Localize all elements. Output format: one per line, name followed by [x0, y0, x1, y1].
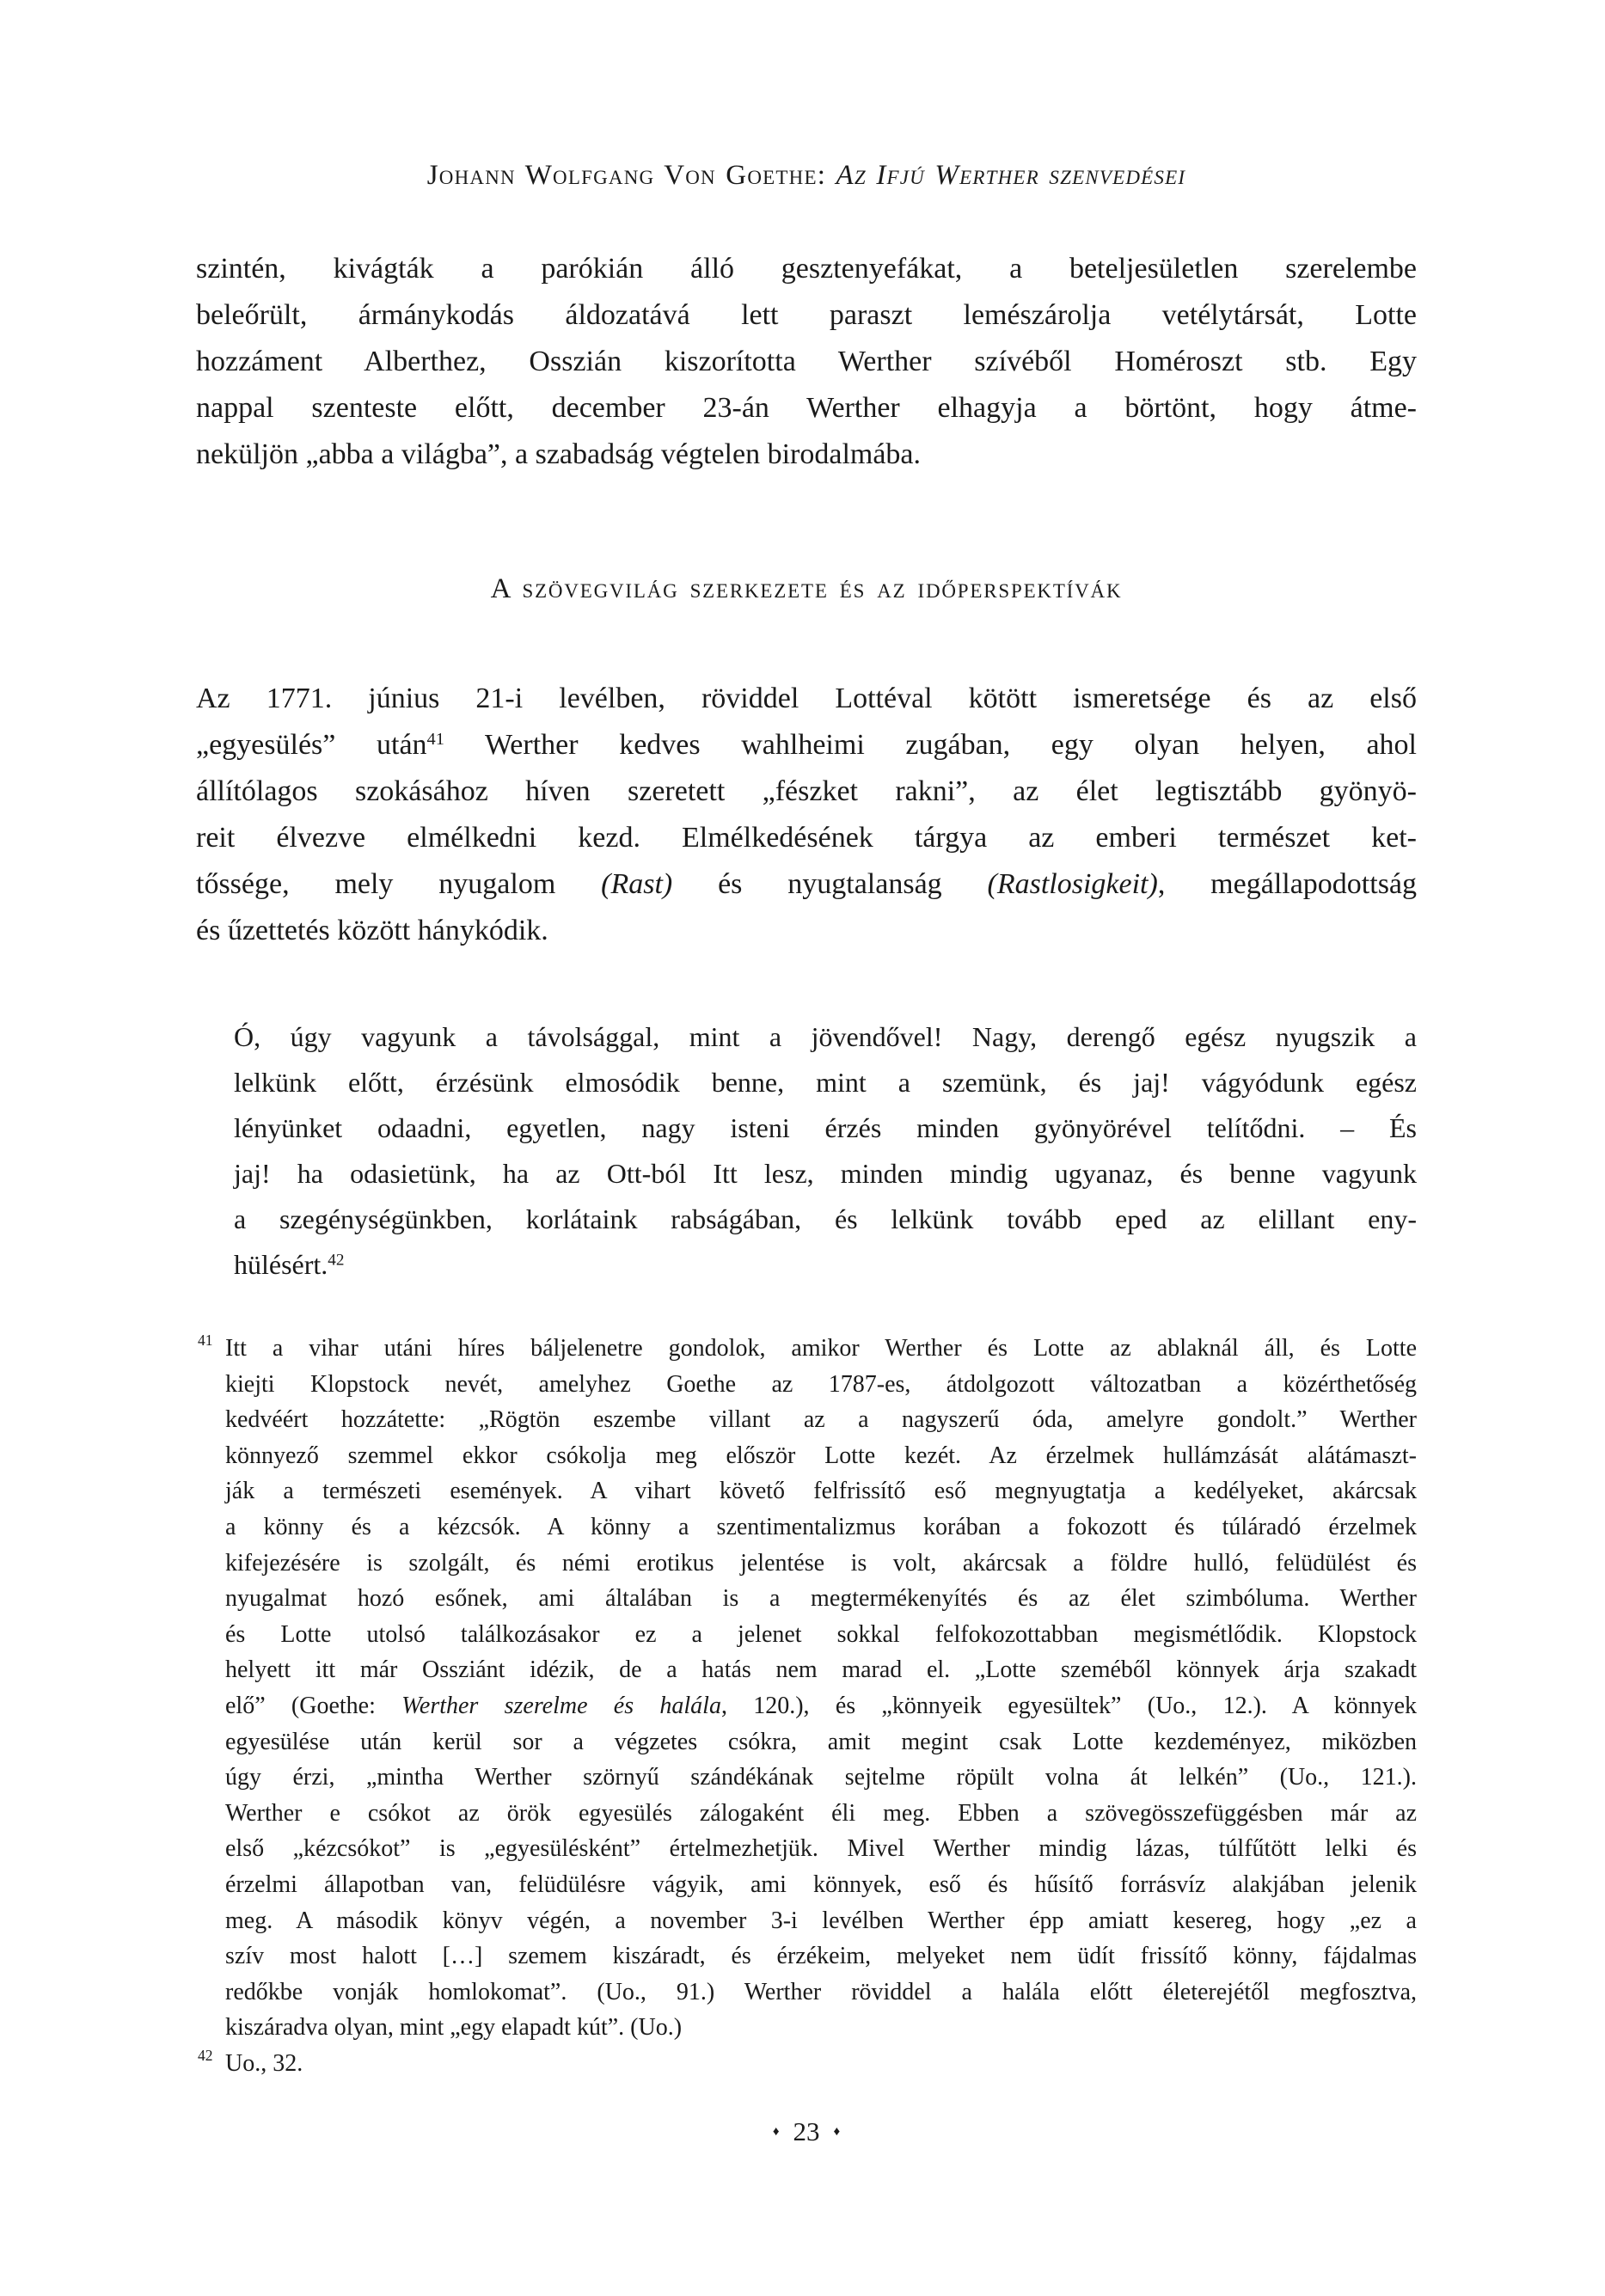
- footnote-text-41: [225, 1331, 1417, 2046]
- body-paragraph-1: [196, 246, 1417, 478]
- text-line: szintén, kivágták a parókián álló gesztenyefákat, a beteljesületlen szerelembe: [196, 253, 1417, 285]
- text-line: elő” (Goethe: Werther szerelme és halála, 120.), és „könnyeik egyesültek” (Uo., 12.). A könnyek: [225, 1692, 1417, 1719]
- text-line: tőssége, mely nyugalom (Rast) és nyugtalanság (Rastlosigkeit), megállapodottság: [196, 868, 1418, 900]
- text-line: kifejezésére is szolgált, és némi erotikus jelentése is volt, akárcsak a földre hulló, felüdülést és: [225, 1549, 1417, 1577]
- footnote-42: [196, 2046, 1417, 2082]
- text-line: hozzáment Alberthez, Osszián kiszorította Werther szívéből Homéroszt stb. Egy: [196, 346, 1417, 377]
- text-line: nappal szenteste előtt, december 23-án Werther elhagyja a börtönt, hogy átme-: [196, 392, 1417, 424]
- text-line: kiejti Klopstock nevét, amelyhez Goethe az 1787-es, átdolgozott változatban a közérthetőség: [225, 1370, 1417, 1398]
- text-line: érzelmi állapotban van, felüdülésre vágyik, ami könnyek, eső és hűsítő forrásvíz alakjában jelenik: [225, 1870, 1417, 1898]
- running-header-title: Az Ifjú Werther szenvedései: [836, 160, 1186, 191]
- text-line: kiszáradva olyan, mint „egy elapadt kút”. (Uo.): [225, 2014, 683, 2042]
- page-number: 23: [793, 2116, 820, 2146]
- text-line: Ó, úgy vagyunk a távolsággal, mint a jövendővel! Nagy, derengő egész nyugszik a: [234, 1021, 1417, 1052]
- text-line: hülésért.$^{42}$: [234, 1249, 345, 1280]
- running-header-author: Johann Wolfgang Von Goethe:: [426, 160, 836, 191]
- footnote-number-41: 41: [198, 1332, 213, 1349]
- text-line: nyugalmat hozó esőnek, ami általában is a megtermékenyítés és az élet szimbóluma. Werther: [225, 1585, 1417, 1613]
- footnote-number-42: 42: [198, 2046, 213, 2064]
- text-line: szív most halott […] szemem kiszáradt, és érzékeim, melyeket nem üdít frissítő könny, fájdalmas: [225, 1943, 1417, 1970]
- body-paragraph-2: [196, 676, 1417, 954]
- text-line: lelkünk előtt, érzésünk elmosódik benne, mint a szemünk, és jaj! vágyódunk egész: [234, 1067, 1417, 1098]
- page-footer: [196, 2116, 1417, 2147]
- footnote-ref: 42: [328, 1251, 345, 1270]
- text-line: állítólagos szokásához híven szeretett „fészket rakni”, az élet legtisztább gyönyö-: [196, 775, 1417, 807]
- text-line: ják a természeti események. A vihart követő felfrissítő eső megnyugtatja a kedélyeket, akárcsak: [225, 1478, 1417, 1505]
- ornament-left: ♦: [772, 2125, 780, 2139]
- text-line: első „kézcsókot” is „egyesülésként” értelmezhetjük. Mivel Werther mindig lázas, túlfűtött lelki és: [225, 1835, 1417, 1863]
- text-line: neküljön „abba a világba”, a szabadság végtelen birodalmába.: [196, 438, 922, 470]
- text-line: jaj! ha odasietünk, ha az Ott-ból Itt lesz, minden mindig ugyanaz, és benne vagyunk: [234, 1158, 1417, 1189]
- text-line: meg. A második könyv végén, a november 3-i levélben Werther épp amiatt kesereg, hogy „ez a: [225, 1907, 1417, 1934]
- text-line: beleőrült, ármánykodás áldozatává lett paraszt lemészárolja vetélytársát, Lotte: [196, 299, 1417, 331]
- text-line: úgy érzi, „mintha Werther szörnyű szándékának sejtelme röpült volna át lelkén” (Uo., 121.).: [225, 1764, 1417, 1791]
- ornament-right: ♦: [833, 2125, 841, 2139]
- text-line: a szegénységünkben, korlátaink rabságában, és lelkünk tovább eped az elillant eny-: [234, 1203, 1417, 1234]
- text-line: és űzettetés között hánykódik.: [196, 915, 548, 946]
- text-line: egyesülése után kerül sor a végzetes csókra, amit megint csak Lotte kezdeményez, miközben: [225, 1728, 1417, 1755]
- text-line: „egyesülés” után$^{41}$ Werther kedves wahlheimi zugában, egy olyan helyen, ahol: [196, 729, 1417, 761]
- text-line: lényünket odaadni, egyetlen, nagy isteni érzés minden gyönyörével telítődni. – És: [234, 1112, 1417, 1143]
- text-line: Uo., 32.: [225, 2049, 303, 2077]
- footnote-ref: 41: [426, 729, 444, 749]
- text-line: és Lotte utolsó találkozásakor ez a jelenet sokkal felfokozottabban megismétlődik. Klopstock: [225, 1620, 1417, 1648]
- text-line: könnyező szemmel ekkor csókolja meg először Lotte kezét. Az érzelmek hullámzását alátámaszt-: [225, 1442, 1417, 1469]
- text-line: helyett itt már Ossziánt idézik, de a hatás nem marad el. „Lotte szeméből könnyek árja szakadt: [225, 1656, 1417, 1684]
- footnote-text-42: [225, 2046, 1417, 2082]
- text-line: Werther e csókot az örök egyesülés zálogaként éli meg. Ebben a szövegösszefüggésben már az: [225, 1799, 1417, 1827]
- section-heading: A szövegvilág szerkezete és az időperspektívák: [490, 573, 1123, 604]
- text-line: redőkbe vonják homlokomat”. (Uo., 91.) Werther röviddel a halála előtt életerejétől megfosztva,: [225, 1978, 1417, 2005]
- text-line: Itt a vihar utáni híres báljelenetre gondolok, amikor Werther és Lotte az ablaknál áll, és Lotte: [225, 1335, 1417, 1362]
- text-line: kedvéért hozzátette: „Rögtön eszembe villant az a nagyszerű óda, amelyre gondolt.” Werther: [225, 1406, 1417, 1434]
- footnotes-section: [196, 1331, 1417, 2081]
- footnote-41: [196, 1331, 1417, 2046]
- text-line: reit élvezve elmélkedni kezd. Elmélkedésének tárgya az emberi természet ket-: [196, 822, 1417, 854]
- block-quote: [234, 1014, 1417, 1288]
- text-line: a könny és a kézcsók. A könny a szentimentalizmus korában a fokozott és túláradó érzelmek: [225, 1513, 1417, 1540]
- text-line: Az 1771. június 21-i levélben, röviddel Lottéval kötött ismeretsége és az első: [196, 683, 1417, 714]
- running-header: [196, 160, 1417, 192]
